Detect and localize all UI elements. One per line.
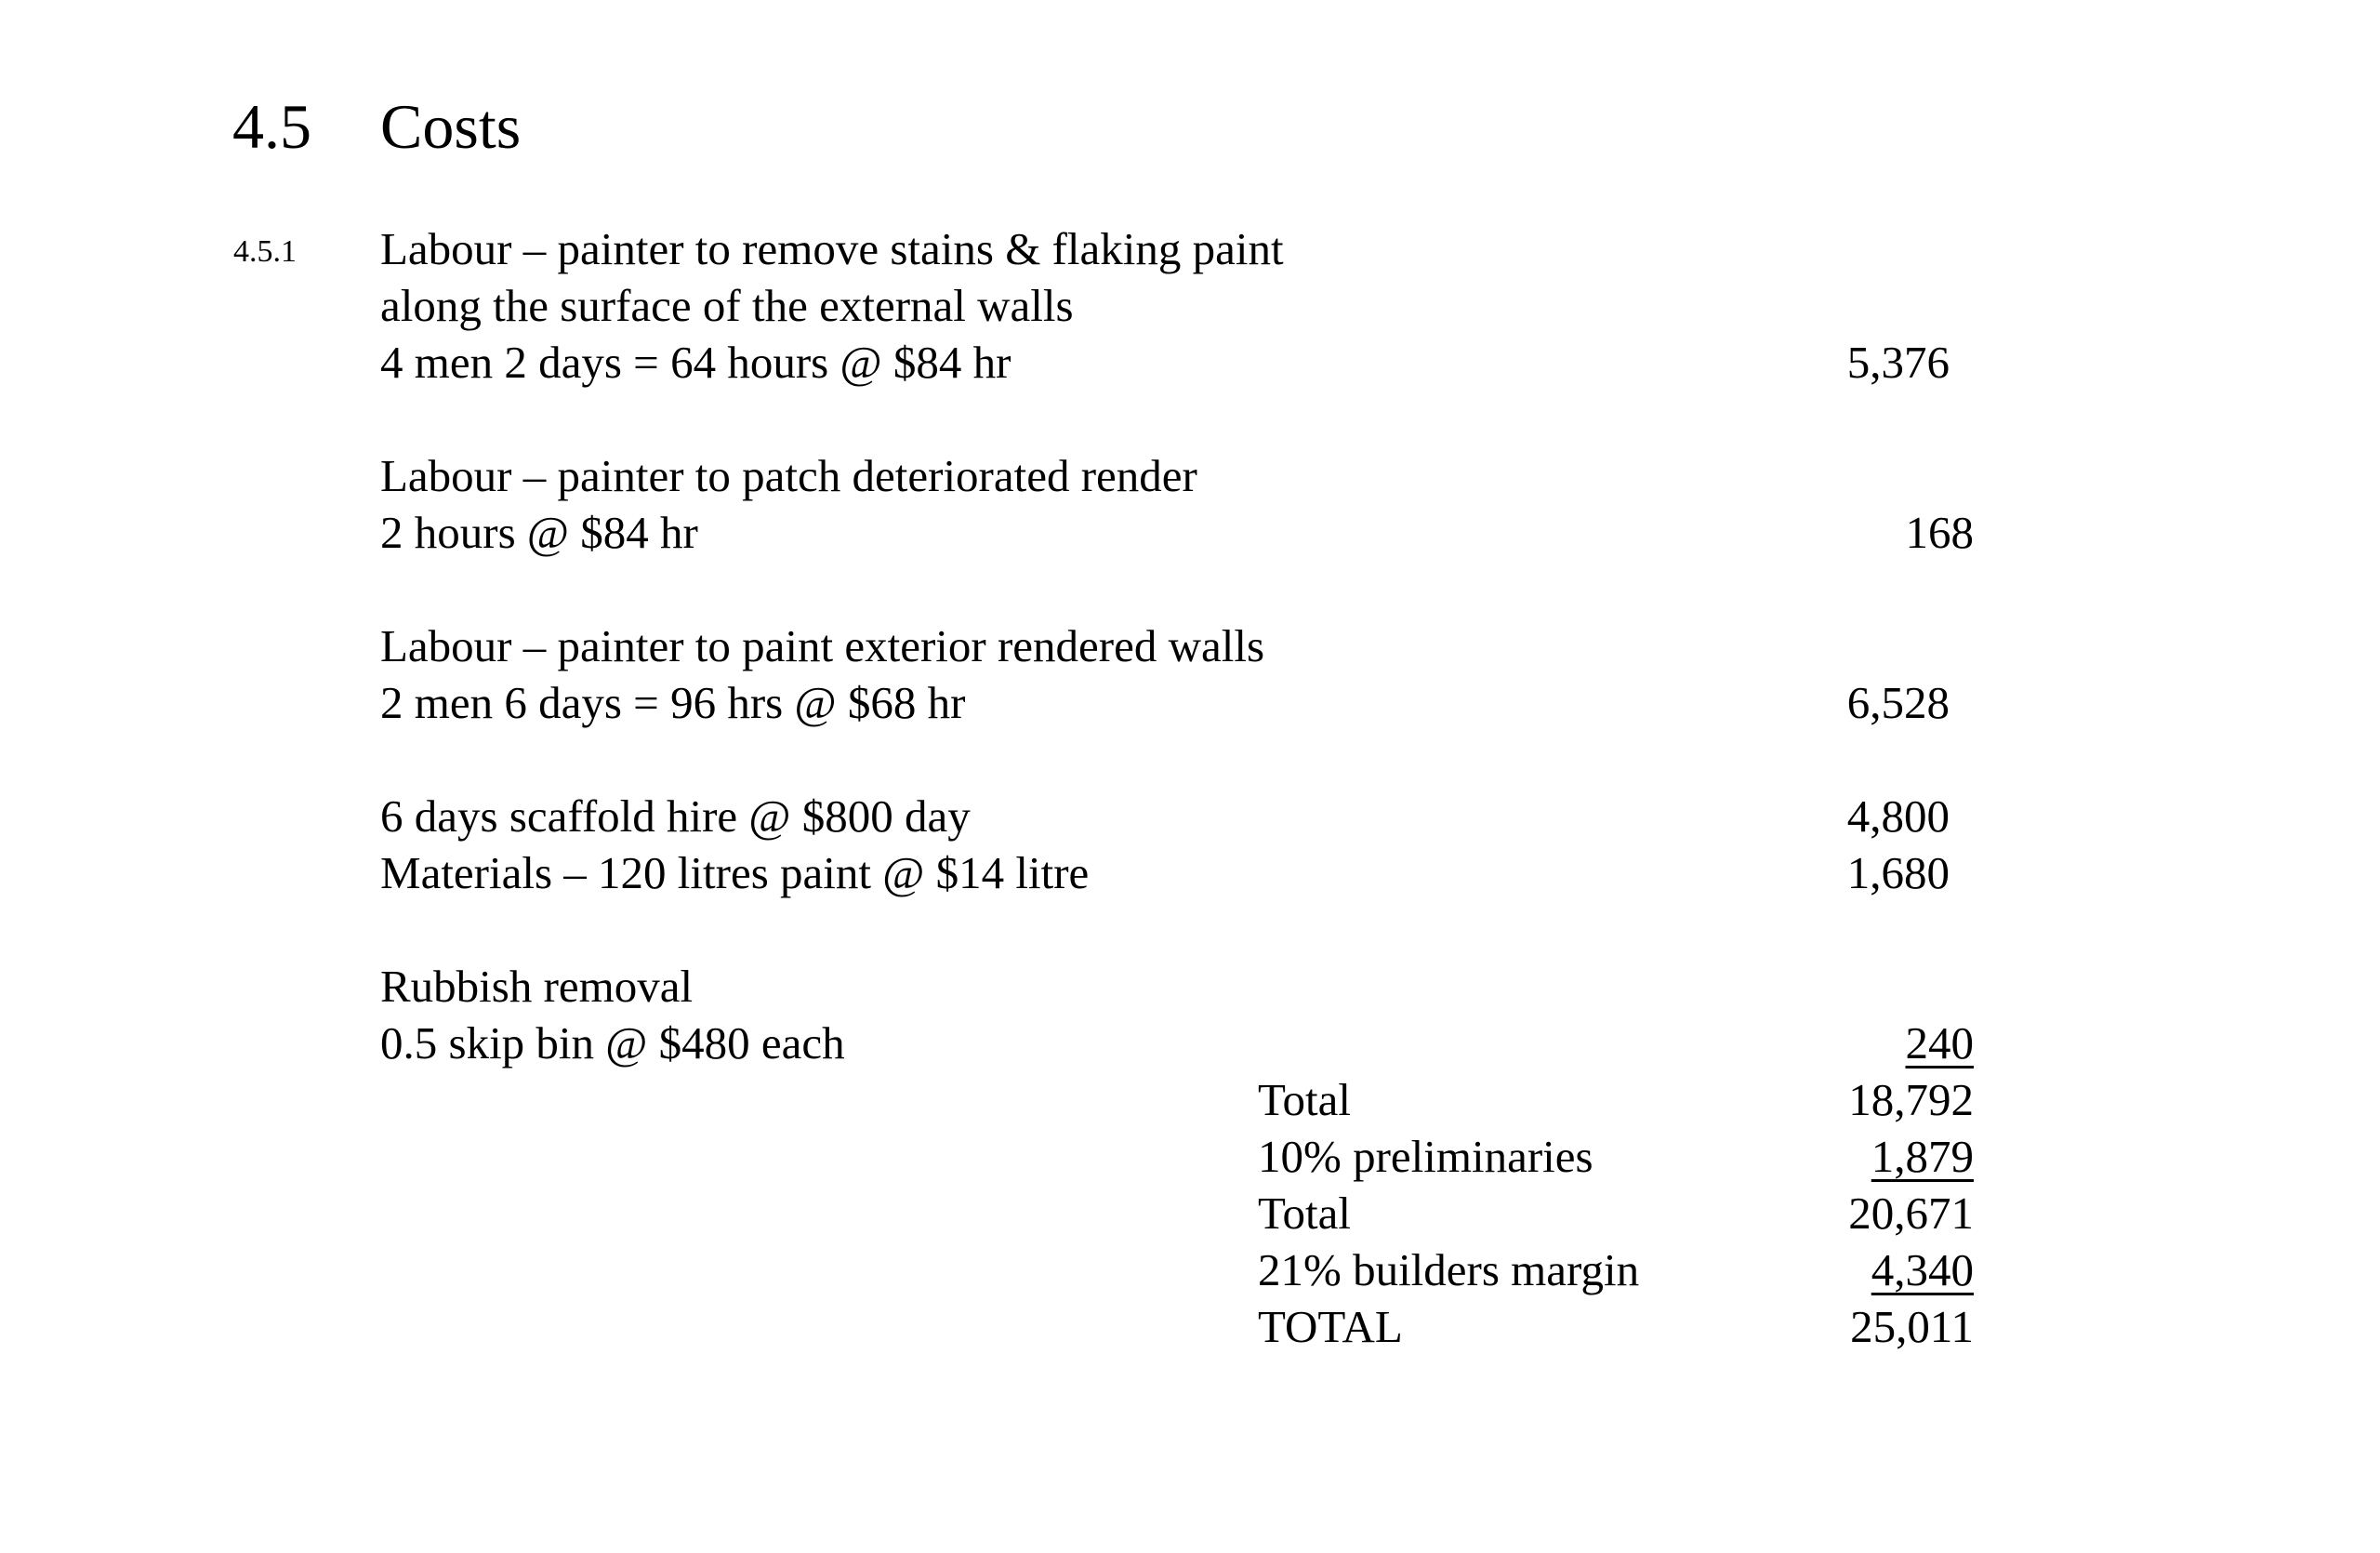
cost-item-description: Rubbish removal — [380, 961, 694, 1012]
cost-item-amount: 5,376 — [1846, 337, 1950, 388]
cost-item-amount: 4,800 — [1846, 790, 1950, 842]
summary-label: 10% preliminaries — [1258, 1131, 1593, 1182]
cost-item-description: along the surface of the external walls — [380, 280, 1074, 331]
section-number: 4.5 — [232, 91, 311, 162]
summary-label: 21% builders margin — [1258, 1244, 1640, 1295]
cost-item-amount: 1,680 — [1846, 847, 1950, 898]
cost-item-description: 6 days scaffold hire @ $800 day — [380, 790, 971, 842]
cost-item-description: 2 hours @ $84 hr — [380, 507, 698, 558]
cost-item-description: 2 men 6 days = 96 hrs @ $68 hr — [380, 677, 966, 728]
summary-amount: 4,340 — [1871, 1244, 1974, 1295]
cost-item-description: 4 men 2 days = 64 hours @ $84 hr — [380, 337, 1012, 388]
subsection-number: 4.5.1 — [233, 234, 297, 269]
cost-item-description: Labour – painter to patch deteriorated render — [380, 450, 1197, 501]
section-title: Costs — [380, 91, 522, 162]
cost-item-amount: 240 — [1905, 1017, 1974, 1069]
summary-amount: 18,792 — [1848, 1074, 1974, 1125]
cost-item-description: Materials – 120 litres paint @ $14 litre — [380, 847, 1090, 898]
cost-item-amount: 168 — [1905, 507, 1974, 558]
summary-label: TOTAL — [1258, 1301, 1403, 1352]
summary-label: Total — [1258, 1188, 1351, 1239]
cost-item-description: 0.5 skip bin @ $480 each — [380, 1017, 845, 1069]
cost-item-description: Labour – painter to paint exterior rendered walls — [380, 620, 1265, 671]
cost-item-amount: 6,528 — [1846, 677, 1950, 728]
cost-item-description: Labour – painter to remove stains & flaking paint — [380, 223, 1284, 274]
summary-label: Total — [1258, 1074, 1351, 1125]
summary-amount: 20,671 — [1848, 1188, 1974, 1239]
summary-amount: 1,879 — [1871, 1131, 1974, 1182]
summary-amount: 25,011 — [1850, 1301, 1974, 1352]
